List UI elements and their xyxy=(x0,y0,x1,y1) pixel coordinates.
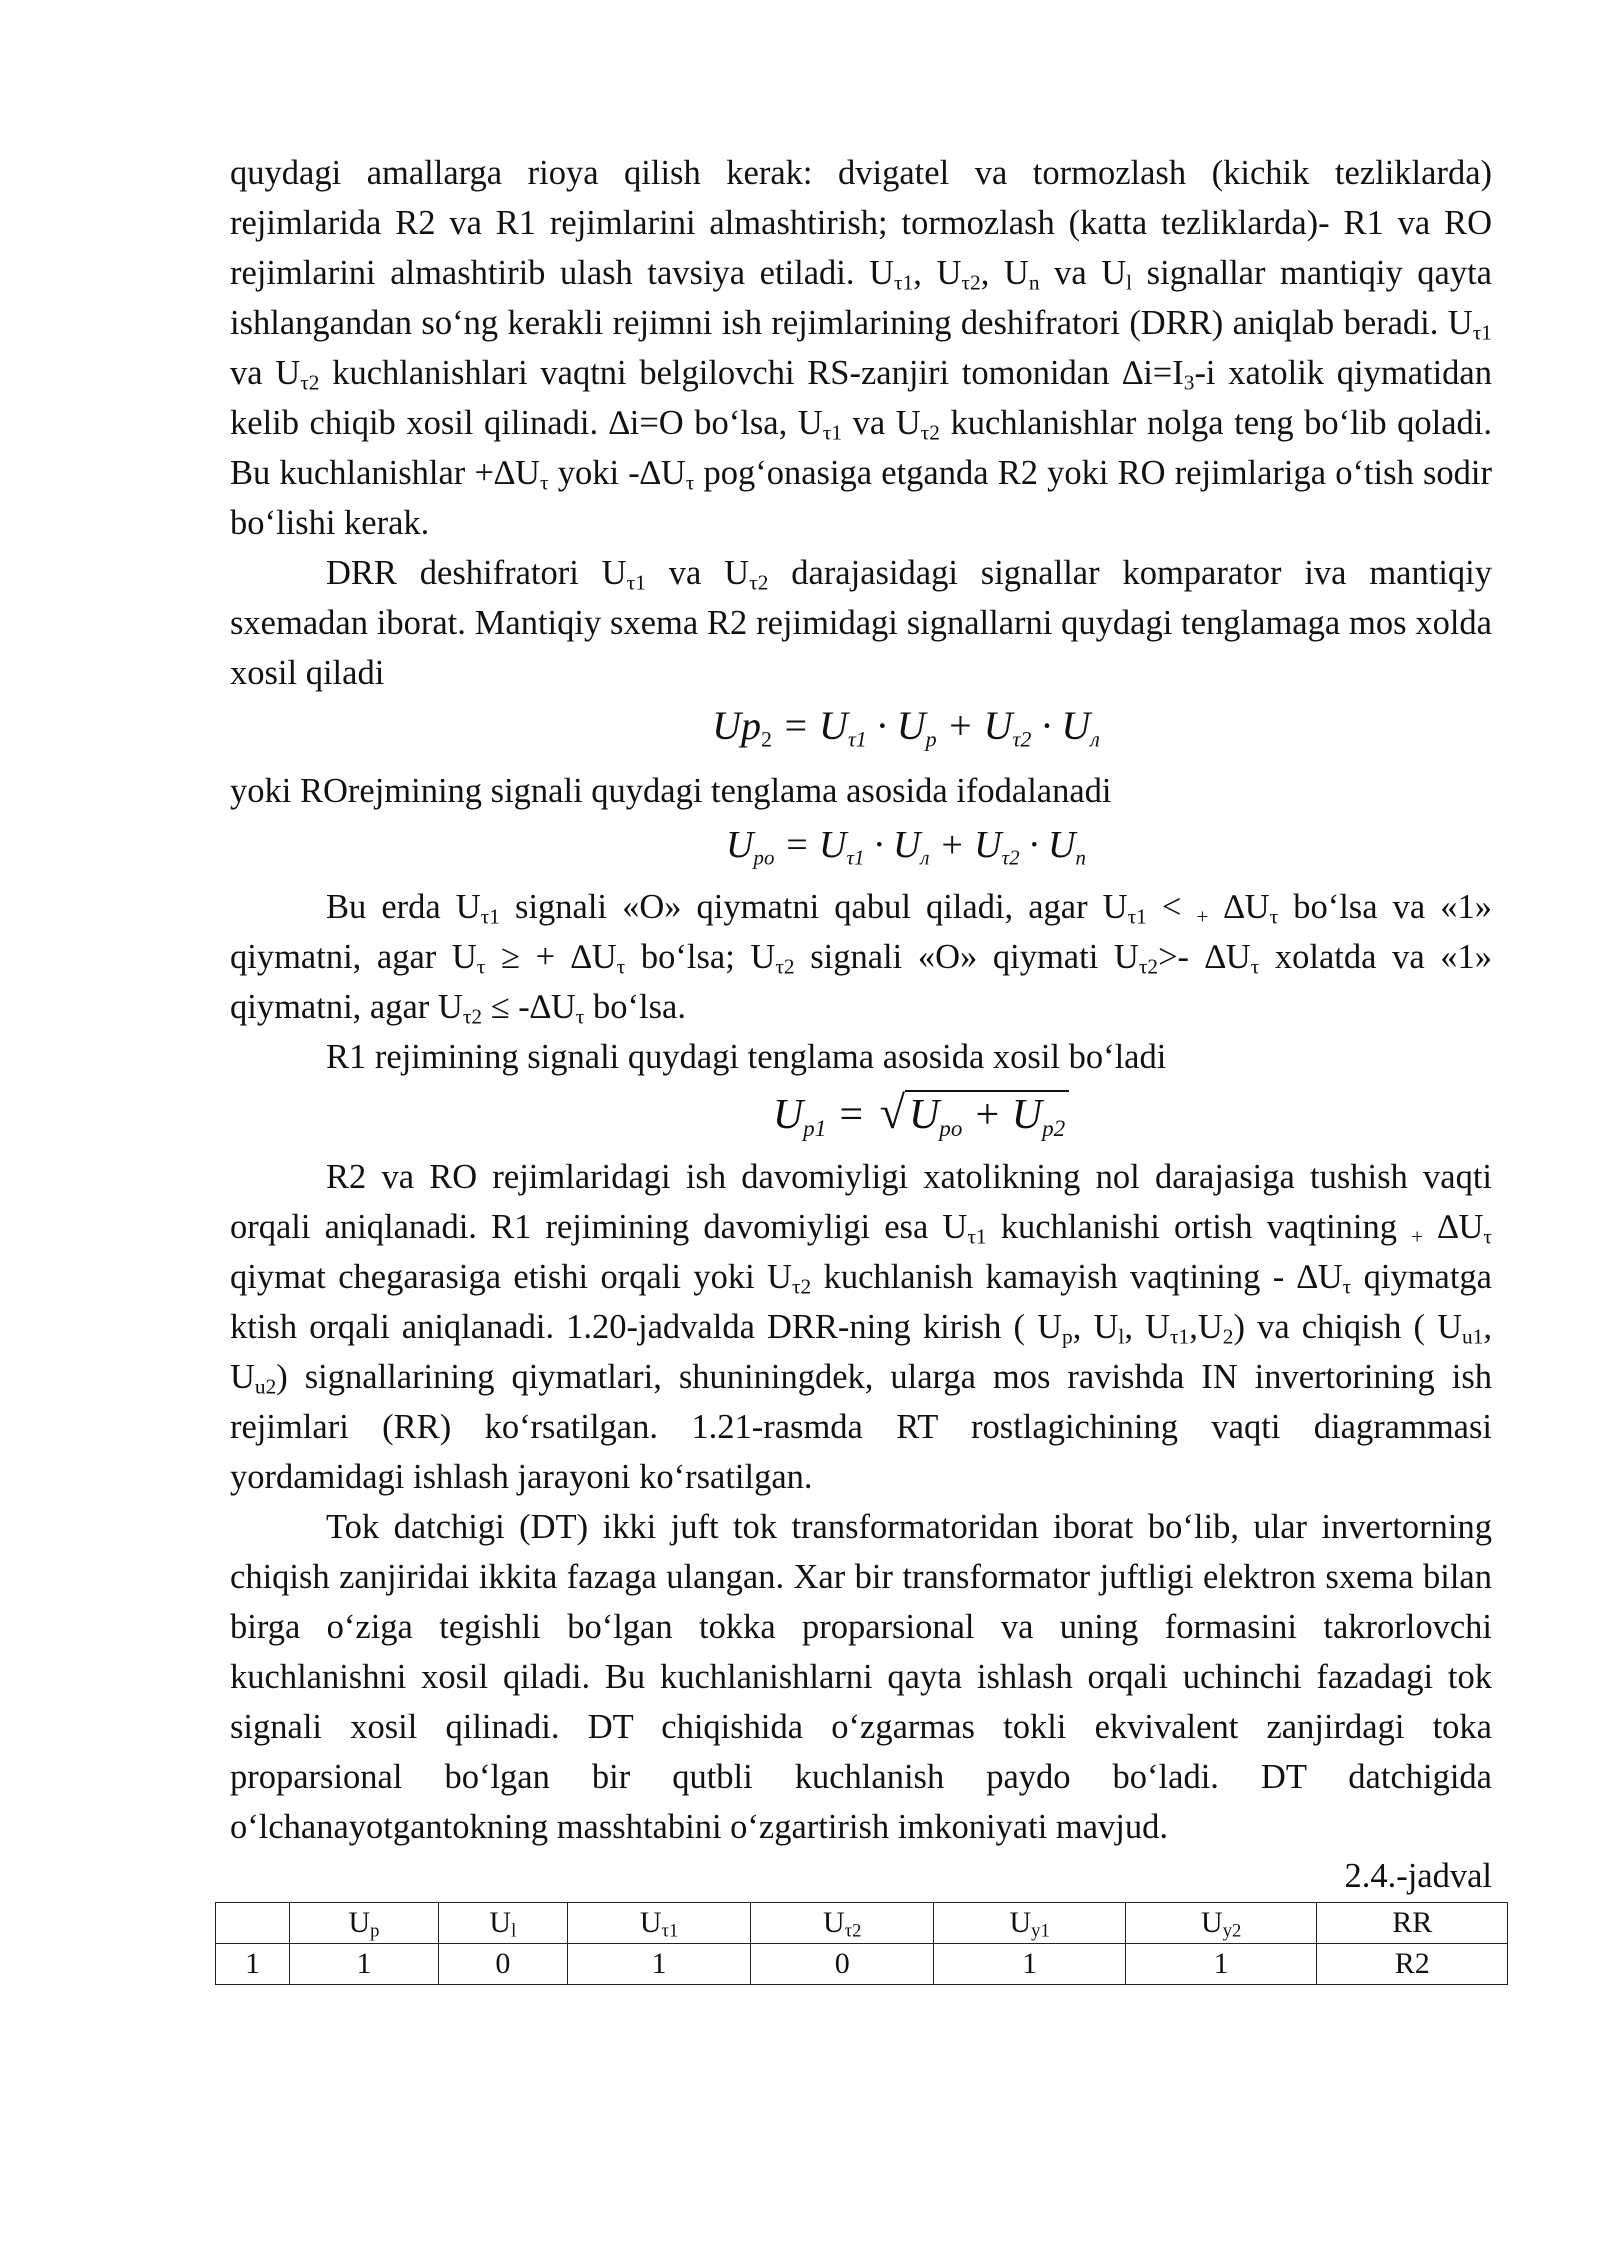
table-cell: 1 xyxy=(934,1944,1126,1985)
equation-ro: $U_{po} = U_{\tau 1} \cdot U_л + U_{\tau 2} \cdot U_п$ xyxy=(726,824,1086,870)
signal-table xyxy=(215,1902,1508,1985)
paragraph-4: Bu erda $U_{\tau 1}$ signali «O» qiymatni qabul qiladi, agar $U_{\tau 1} < _+$ $\Delta U_\tau$ bo‘lsa va «1» qiymatni, agar $U_\tau$ ≥ + $\Delta U_\tau$ bo‘lsa; $U_{\tau 2}$ signali «O» qiymati $U_{\tau 2}>-$ $\Delta U_\tau$ xolatda va «1» qiymatni, agar $U_{\tau 2} \le -\Delta U_\tau$ bo‘lsa. xyxy=(230,888,1492,1029)
table-cell: 1 xyxy=(567,1944,750,1985)
table-cell: 1 xyxy=(1125,1944,1317,1985)
table-header-cell: $U_{y1}$ xyxy=(934,1903,1126,1944)
paragraph-7: Tok datchigi (DT) ikki juft tok transformatoridan iborat bo‘lib, ular invertorning chiqish zanjiridai ikkita fazaga ulangan. Xar bir transformator juftligi elektron sxema bilan birga o‘ziga tegishli bo‘lgan tokka proparsional va uning formasini takrorlovchi kuchlanishni xosil qiladi. Bu kuchlanishlarni qayta ishlash orqali uchinchi fazadagi tok signali xosil qilinadi. DT chiqishida o‘zgarmas tokli ekvivalent zanjirdagi toka proparsional bo‘lgan bir qutbli kuchlanish paydo bo‘ladi. DT datchigida o‘lchanayotgantokning masshtabini o‘zgartirish imkoniyati mavjud. xyxy=(230,1508,1492,1846)
equation-r2: $Up_2 = U_{\tau 1} \cdot U_p + U_{\tau 2} \cdot U_л$ xyxy=(712,703,1100,752)
table-header-cell: $U_{y2}$ xyxy=(1125,1903,1317,1944)
table-row xyxy=(216,1944,1508,1985)
table-header-cell: $U_{\tau 2}$ xyxy=(751,1903,934,1944)
table-header-cell: $U_p$ xyxy=(290,1903,438,1944)
paragraph-3: yoki ROrejmining signali quydagi tenglama asosida ifodalanadi xyxy=(230,772,1112,810)
table-header-cell: $U_{\tau 1}$ xyxy=(567,1903,750,1944)
paragraph-5: R1 rejimining signali quydagi tenglama asosida xosil bo‘ladi xyxy=(326,1038,1167,1076)
square-root: $√U_{po} + U_{p2}$ xyxy=(876,1090,1070,1136)
paragraph-2: DRR deshifratori $U_{\tau 1}$ va $U_{\tau 2}$ darajasidagi signallar komparator iva mantiqiy sxemadan iborat. Mantiqiy sxema R2 rejimidagi signallarni quydagi tenglamaga mos xolda xosil qiladi xyxy=(230,554,1492,692)
document-page xyxy=(230,148,1492,1985)
table-header-cell: $U_l$ xyxy=(438,1903,567,1944)
table-cell: 0 xyxy=(438,1944,567,1985)
table-header-cell: RR xyxy=(1317,1903,1508,1944)
table-caption: 2.4.-jadval xyxy=(1344,1857,1492,1895)
table-cell: R2 xyxy=(1317,1944,1508,1985)
table-header-cell xyxy=(216,1903,290,1944)
table-cell: 0 xyxy=(751,1944,934,1985)
paragraph-1: quydagi amallarga rioya qilish kerak: dvigatel va tormozlash (kichik tezliklarda) rejimlarida R2 va R1 rejimlarini almashtirish; tormozlash (katta tezliklarda)- R1 va RO rejimlarini almashtirib ulash tavsiya etiladi. $U_{\tau 1}$, $U_{\tau 2}$, $U_n$ va $U_l$ signallar mantiqiy qayta ishlangandan so‘ng kerakli rejimni ish rejimlarining deshifratori (DRR) aniqlab beradi. $U_{\tau 1}$ va $U_{\tau 2}$ kuchlanishlari vaqtni belgilovchi RS-zanjiri tomonidan $\Delta i=I_3-i$ xatolik qiymatidan kelib chiqib xosil qilinadi. ∆i=O bo‘lsa, $U_{\tau 1}$ va $U_{\tau 2}$ kuchlanishlar nolga teng bo‘lib qoladi. Bu kuchlanishlar $+\Delta U_\tau$ yoki $-\Delta U_\tau$ pog‘onasiga etganda R2 yoki RO rejimlariga o‘tish sodir bo‘lishi kerak. xyxy=(230,154,1492,542)
paragraph-6: R2 va RO rejimlaridagi ish davomiyligi xatolikning nol darajasiga tushish vaqti orqali aniqlanadi. R1 rejimining davomiyligi esa $U_{\tau 1}$ kuchlanishi ortish vaqtining $_+$ $\Delta U_\tau$ qiymat chegarasiga etishi orqali yoki $U_{\tau 2}$ kuchlanish kamayish vaqtining - $\Delta U_\tau$ qiymatga ktish orqali aniqlanadi. 1.20-jadvalda DRR-ning kirish ( $U_p$, $U_l$, $U_{\tau 1},U_2$) va chiqish ( $U_{u1}$, $U_{u2}$) signallarining qiymatlari, shuniningdek, ularga mos ravishda IN invertorining ish rejimlari (RR) ko‘rsatilgan. 1.21-rasmda RT rostlagichining vaqti diagrammasi yordamidagi ishlash jarayoni ko‘rsatilgan. xyxy=(230,1158,1492,1496)
table-cell: 1 xyxy=(290,1944,438,1985)
table-cell: 1 xyxy=(216,1944,290,1985)
table-header-row xyxy=(216,1903,1508,1944)
equation-r1: $U_{p1} = √U_{po} + U_{p2}$ xyxy=(230,1082,1492,1152)
